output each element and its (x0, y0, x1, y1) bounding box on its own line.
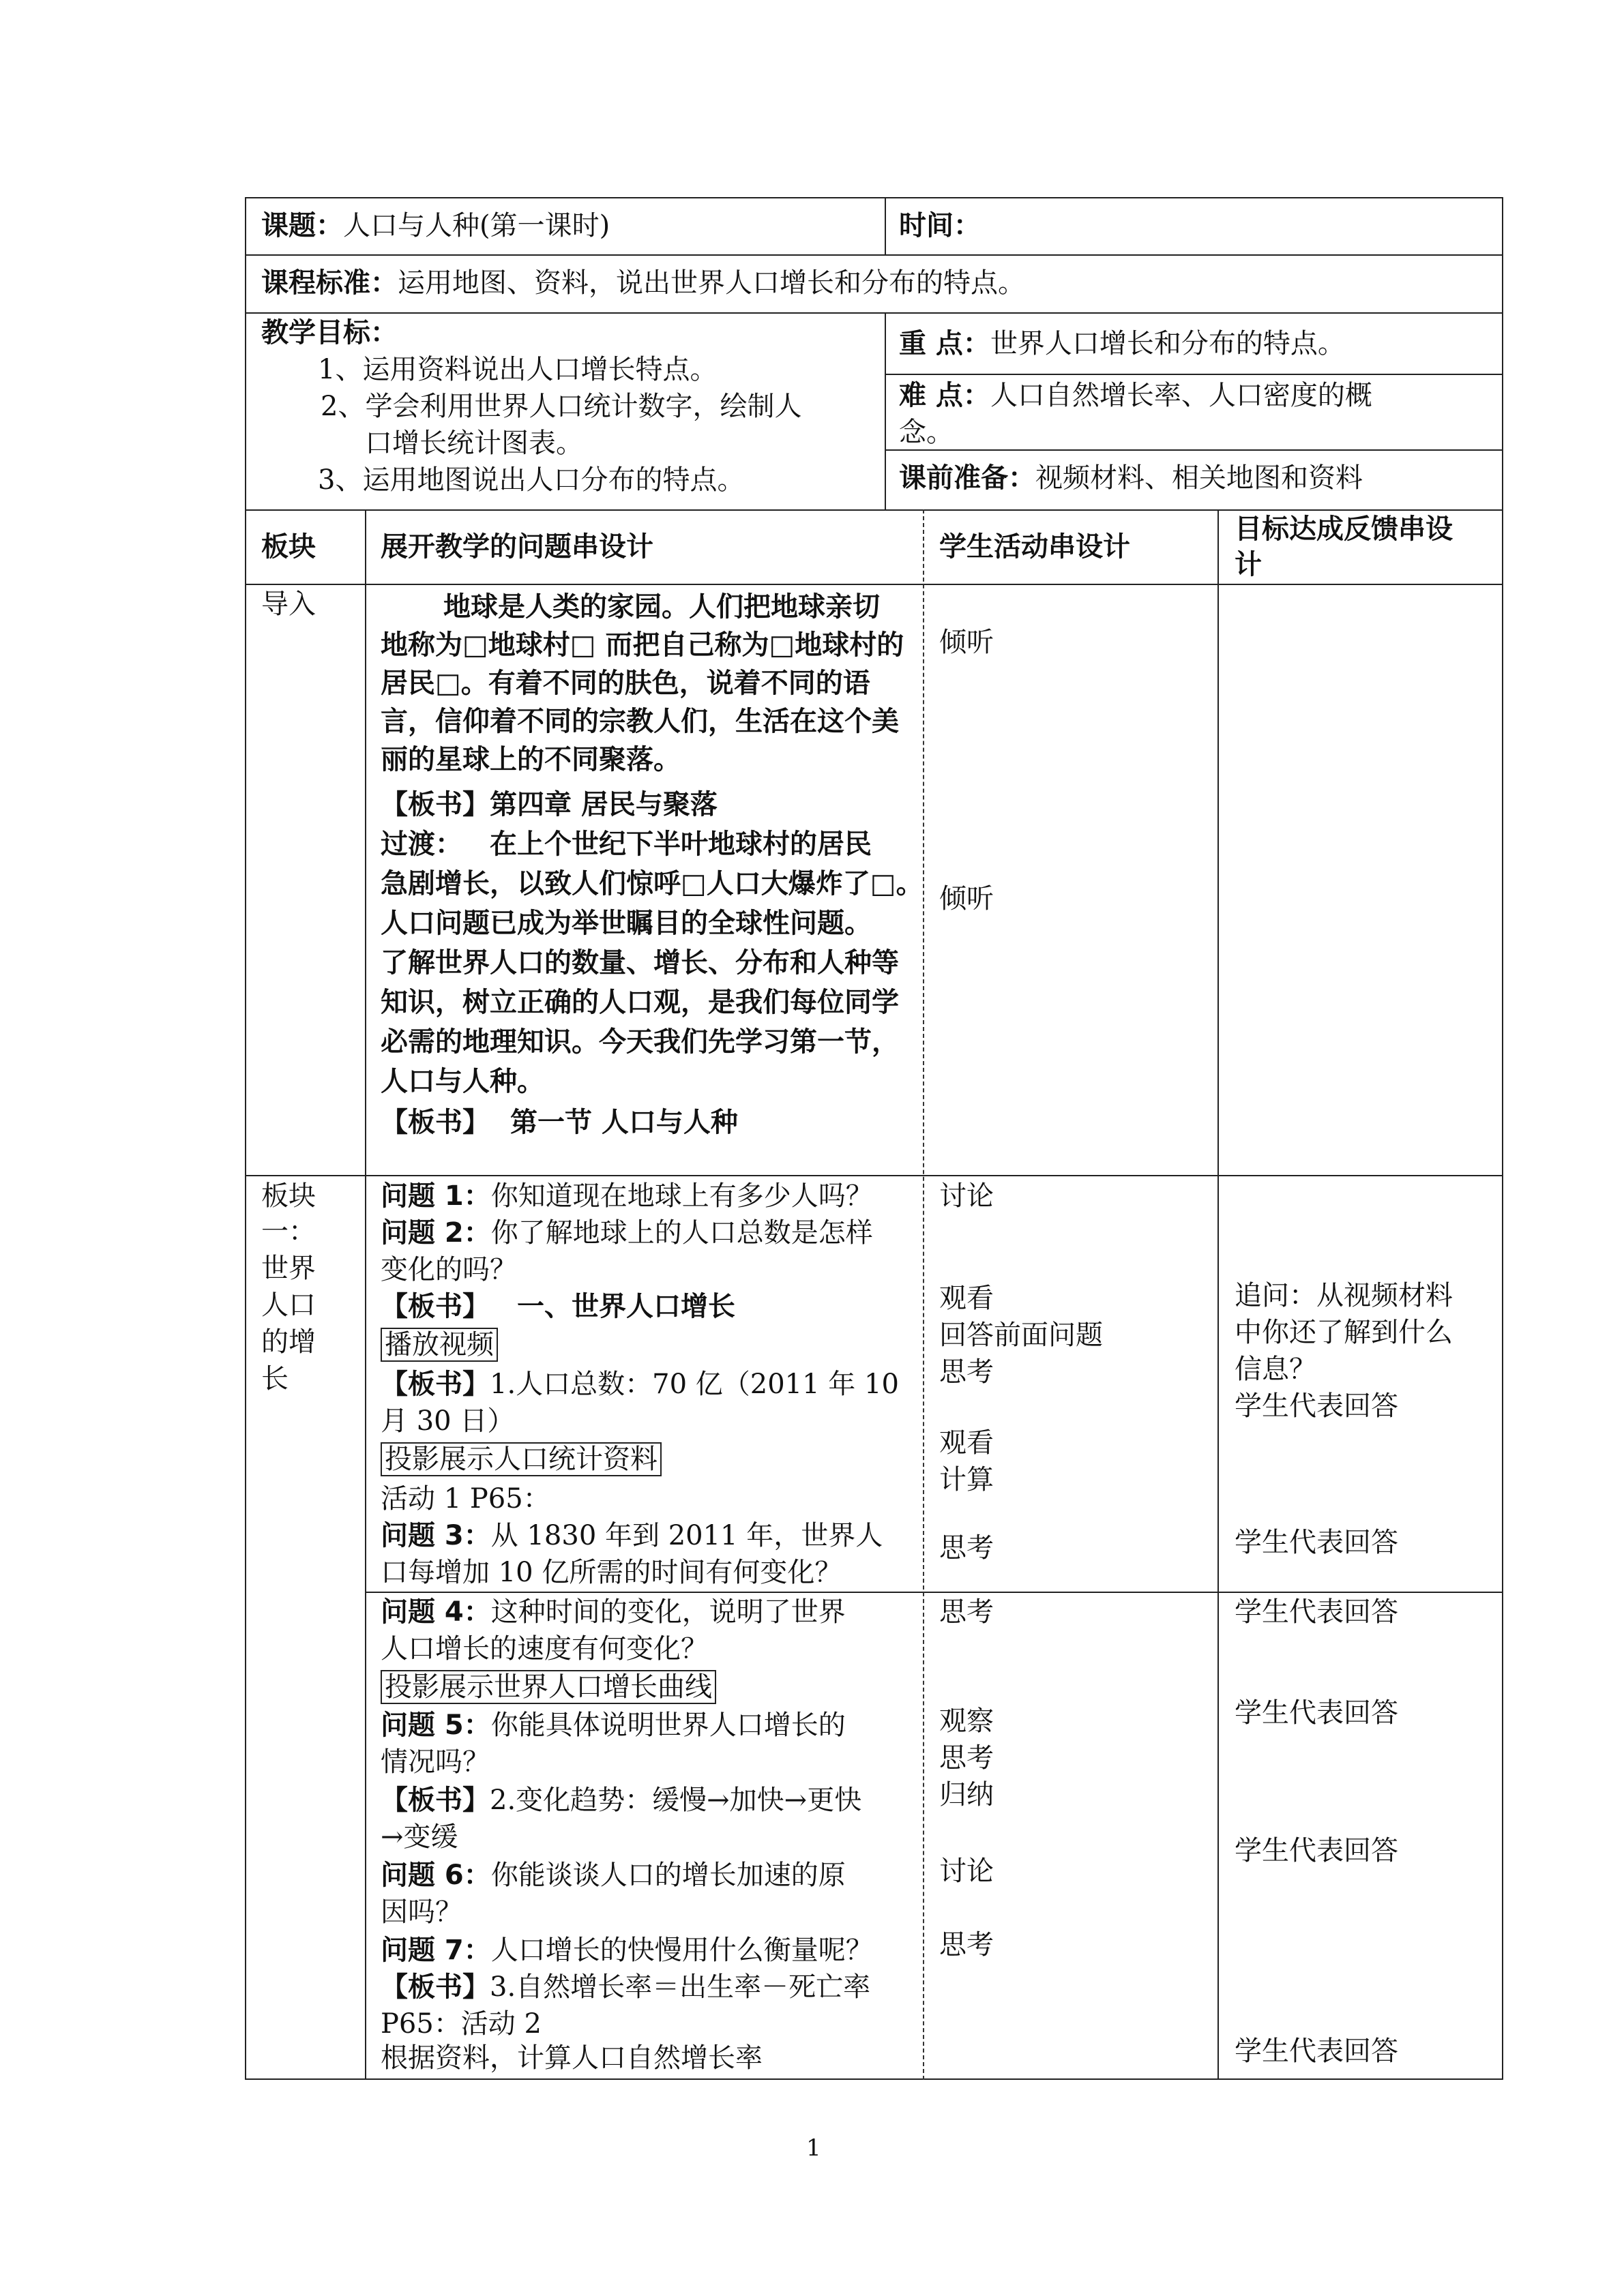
student-activity: 计算 (939, 1464, 994, 1495)
board-label: 【板书】 (381, 1785, 490, 1816)
student-activity: 思考 (939, 1532, 994, 1564)
question-label: 问题 6： (381, 1860, 491, 1891)
board-line (381, 1287, 735, 1326)
block1-label-line: 板块 (261, 1180, 316, 1212)
col-header-questions: 展开教学的问题串设计 (381, 531, 653, 563)
goal-item: 1、运用资料说出人口增长特点。 (318, 354, 718, 385)
board-label: 【板书】 (381, 1971, 490, 2003)
question-5 (381, 1706, 846, 1744)
student-activity: 讨论 (939, 1180, 994, 1212)
question-text: 你知道现在地球上有多少人吗？ (490, 1180, 873, 1212)
divider (245, 584, 1503, 585)
intro-text-line: 居民□。有着不同的肤色，说着不同的语 (381, 668, 870, 699)
col-header-activities: 学生活动串设计 (939, 531, 1130, 563)
student-activity: 回答前面问题 (939, 1320, 1103, 1351)
block1-label-line: 人口 (261, 1289, 316, 1321)
divider (365, 509, 366, 2080)
question-2-cont: 变化的吗？ (381, 1254, 517, 1285)
feedback-item: 追问：从视频材料 (1235, 1280, 1453, 1311)
divider (245, 1175, 1503, 1176)
prep-label: 课前准备： (899, 462, 1035, 494)
divider (885, 449, 1503, 451)
question-1 (381, 1177, 873, 1215)
transition-line: 人口与人种。 (381, 1066, 544, 1097)
intro-text-line: 丽的星球上的不同聚落。 (381, 744, 681, 775)
standard-value: 运用地图、资料，说出世界人口增长和分布的特点。 (398, 267, 1025, 299)
board-label: 【板书】 (381, 1107, 490, 1138)
board-value: 1.人口总数：70 亿（2011 年 10 (490, 1369, 899, 1400)
divider (885, 312, 886, 509)
question-label: 问题 4： (381, 1596, 491, 1628)
goals-label: 教学目标： (261, 317, 398, 348)
student-activity: 观看 (939, 1283, 994, 1314)
feedback-item: 学生代表回答 (1235, 2036, 1398, 2067)
question-text: 你了解地球上的人口总数是怎样 (490, 1217, 873, 1249)
board-label: 【板书】 (381, 789, 490, 820)
transition-line: 了解世界人口的数量、增长、分布和人种等 (381, 947, 899, 979)
student-activity: 思考 (939, 1356, 994, 1388)
activity-reference: P65：活动 2 (381, 2008, 542, 2040)
question-text: 这种时间的变化，说明了世界 (490, 1596, 846, 1628)
board-value: 3.自然增长率＝出生率－死亡率 (490, 1971, 871, 2003)
feedback-item: 学生代表回答 (1235, 1835, 1398, 1866)
video-task (381, 1326, 498, 1364)
feedback-item: 中你还了解到什么 (1235, 1317, 1453, 1348)
question-6 (381, 1856, 846, 1894)
question-6-cont: 因吗？ (381, 1896, 462, 1928)
intro-text-line: 地球是人类的家园。人们把地球亲切 (443, 591, 880, 623)
goal-item: 2、学会利用世界人口统计数字，绘制人 (321, 391, 802, 422)
block1-label-line: 世界 (261, 1253, 316, 1284)
board-label: 【板书】 (381, 1369, 490, 1400)
board-line-cont: →变缓 (381, 1821, 458, 1853)
question-text: 你能具体说明世界人口增长的 (490, 1710, 846, 1741)
board-line (381, 1365, 899, 1403)
question-text: 人口增长的快慢用什么衡量呢？ (490, 1935, 873, 1966)
board-value: 第四章 居民与聚落 (490, 789, 718, 820)
projection-box: 投影展示世界人口增长曲线 (381, 1670, 716, 1704)
difficult-point-cont: 念。 (899, 417, 954, 448)
calculation-task: 根据资料，计算人口自然增长率 (381, 2042, 763, 2074)
block1-label-line: 长 (261, 1363, 289, 1395)
difficult-point-label: 难 点： (899, 380, 990, 411)
board-value: 一、世界人口增长 (517, 1291, 735, 1322)
intro-activity: 倾听 (939, 883, 994, 914)
topic-cell (261, 207, 610, 245)
student-activity: 观察 (939, 1705, 994, 1737)
question-label: 问题 7： (381, 1935, 491, 1966)
question-label: 问题 1： (381, 1180, 491, 1212)
goal-item: 口增长统计图表。 (365, 428, 583, 459)
divider (885, 197, 886, 254)
feedback-item: 学生代表回答 (1235, 1390, 1398, 1422)
intro-text-line: 地称为□地球村□ 而把自己称为□地球村的 (381, 629, 904, 661)
divider (1217, 509, 1219, 2080)
key-point-value: 世界人口增长和分布的特点。 (990, 328, 1345, 359)
divider (885, 374, 1503, 375)
projection-task (381, 1440, 662, 1478)
feedback-item: 学生代表回答 (1235, 1697, 1398, 1729)
activity-reference: 活动 1 P65： (381, 1483, 550, 1515)
question-4-cont: 人口增长的速度有何变化？ (381, 1633, 708, 1665)
feedback-item: 信息？ (1235, 1354, 1316, 1385)
intro-board-line (381, 1103, 738, 1142)
prep-value: 视频材料、相关地图和资料 (1035, 462, 1363, 494)
question-label: 问题 2： (381, 1217, 491, 1249)
student-activity: 思考 (939, 1596, 994, 1628)
board-value: 2.变化趋势：缓慢→加快→更快 (490, 1785, 862, 1816)
transition-line: 急剧增长，以致人们惊呼□人口大爆炸了□。 (381, 868, 924, 899)
board-label: 【板书】 (381, 1291, 490, 1322)
question-text: 从 1830 年到 2011 年，世界人 (490, 1520, 883, 1551)
student-activity: 观看 (939, 1427, 994, 1459)
feedback-item: 学生代表回答 (1235, 1527, 1398, 1558)
student-activity: 讨论 (939, 1855, 994, 1887)
divider (923, 509, 924, 2080)
key-point-cell (899, 325, 1345, 363)
difficult-point-cell (899, 376, 1372, 415)
intro-board-line (381, 786, 718, 824)
page-number: 1 (806, 2134, 821, 2162)
student-activity: 思考 (939, 1742, 994, 1774)
question-text: 你能谈谈人口的增长加速的原 (490, 1860, 846, 1891)
question-7 (381, 1931, 873, 1969)
transition-line (381, 825, 872, 863)
intro-block-label: 导入 (261, 588, 316, 620)
difficult-point-value: 人口自然增长率、人口密度的概 (990, 380, 1372, 411)
student-activity: 思考 (939, 1929, 994, 1960)
prep-cell (899, 459, 1363, 497)
goal-item: 3、运用地图说出人口分布的特点。 (318, 464, 745, 496)
transition-line: 必需的地理知识。今天我们先学习第一节， (381, 1026, 899, 1058)
transition-line: 人口问题已成为举世瞩目的全球性问题。 (381, 908, 872, 939)
time-label: 时间： (899, 210, 981, 241)
intro-text-line: 言，信仰着不同的宗教人们，生活在这个美 (381, 706, 899, 737)
col-header-feedback-cont: 计 (1235, 549, 1262, 580)
projection-task (381, 1668, 716, 1706)
question-4 (381, 1593, 846, 1631)
intro-activity: 倾听 (939, 627, 994, 658)
feedback-item: 学生代表回答 (1235, 1596, 1398, 1628)
transition-text: 在上个世纪下半叶地球村的居民 (490, 829, 872, 860)
question-label: 问题 5： (381, 1710, 491, 1741)
board-line-cont: 月 30 日） (381, 1405, 515, 1437)
question-5-cont: 情况吗？ (381, 1746, 490, 1778)
transition-label: 过渡： (381, 829, 462, 860)
standard-cell (261, 264, 1025, 302)
play-video-box: 播放视频 (381, 1328, 498, 1362)
board-value: 第一节 人口与人种 (510, 1107, 738, 1138)
question-3-cont: 口每增加 10 亿所需的时间有何变化？ (381, 1557, 842, 1588)
block1-label-line: 一： (261, 1216, 316, 1247)
divider (245, 312, 1503, 314)
projection-box: 投影展示人口统计资料 (381, 1442, 662, 1476)
question-2 (381, 1214, 873, 1252)
question-label: 问题 3： (381, 1520, 491, 1551)
topic-value: 人口与人种(第一课时) (343, 210, 610, 241)
question-3 (381, 1517, 883, 1555)
divider (245, 254, 1503, 256)
col-header-feedback: 目标达成反馈串设 (1235, 513, 1453, 545)
transition-line: 知识，树立正确的人口观，是我们每位同学 (381, 987, 899, 1018)
student-activity: 归纳 (939, 1779, 994, 1810)
board-line (381, 1781, 861, 1819)
standard-label: 课程标准： (261, 267, 398, 299)
key-point-label: 重 点： (899, 328, 990, 359)
board-line (381, 1968, 870, 2006)
col-header-block: 板块 (261, 531, 316, 563)
topic-label: 课题： (261, 210, 343, 241)
block1-label-line: 的增 (261, 1326, 316, 1358)
